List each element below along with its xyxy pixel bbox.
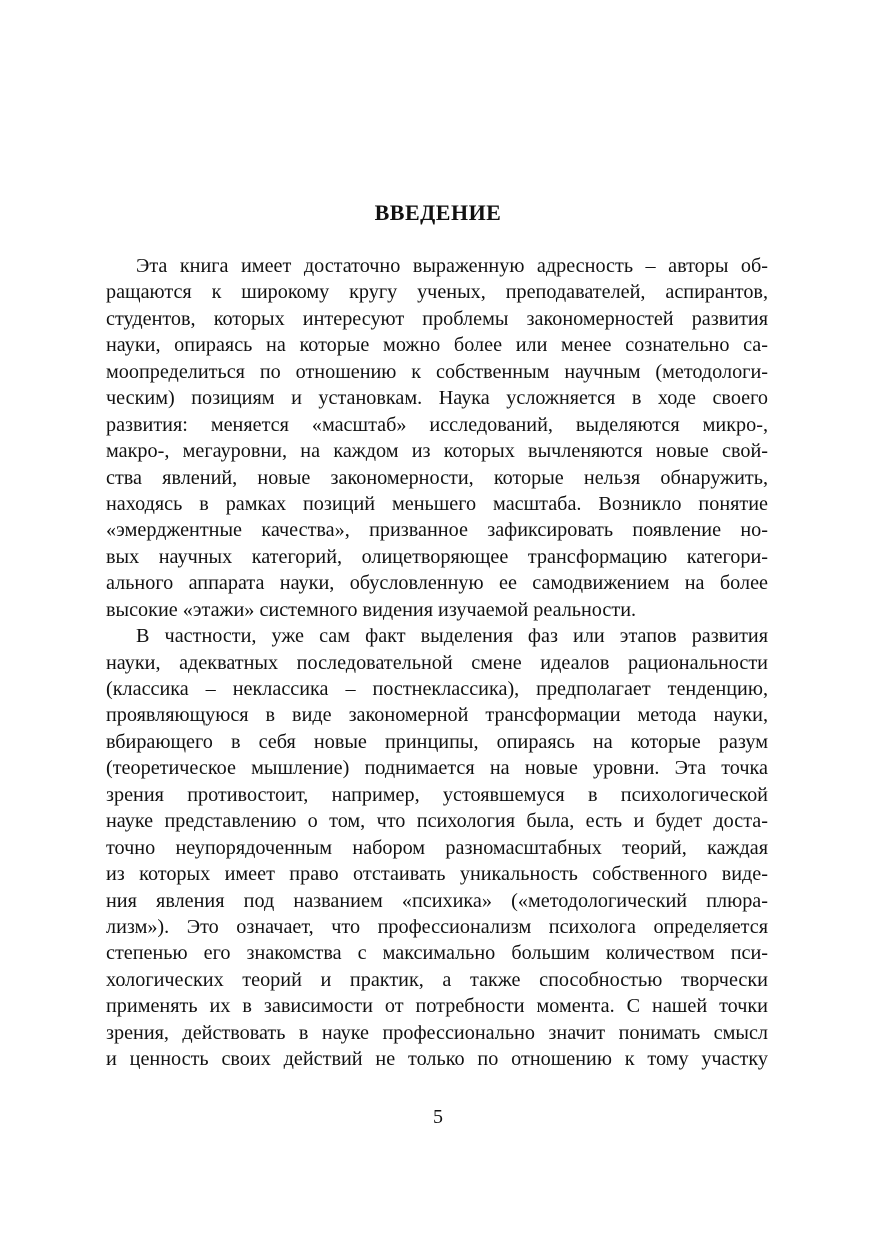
text-line: ального аппарата науки, обусловленную ее самодвижением на более — [106, 572, 768, 595]
text-line: науке представлению о том, что психология была, есть и будет доста- — [106, 810, 768, 833]
text-line: зрения противостоит, например, устоявшемуся в психологической — [106, 783, 768, 806]
text-line: (теоретическое мышление) поднимается на новые уровни. Эта точка — [106, 757, 768, 780]
text-line: находясь в рамках позиций меньшего масштаба. Возникло понятие — [106, 492, 768, 515]
text-line: студентов, которых интересуют проблемы закономерностей развития — [106, 307, 768, 330]
text-line: зрения, действовать в науке профессионально значит понимать смысл — [106, 1021, 768, 1044]
text-line: ства явлений, новые закономерности, которые нельзя обнаружить, — [106, 466, 768, 489]
text-line: ращаются к широкому кругу ученых, преподавателей, аспирантов, — [106, 281, 768, 304]
text-line: и ценность своих действий не только по отношению к тому участку — [106, 1048, 768, 1071]
text-line: высокие «этажи» системного видения изучаемой реальности. — [106, 598, 637, 621]
text-line: Эта книга имеет достаточно выраженную адресность – авторы об- — [136, 255, 768, 277]
text-line: развития: меняется «масштаб» исследований, выделяются микро-, — [106, 413, 768, 436]
text-line: В частности, уже сам факт выделения фаз или этапов развития — [136, 625, 768, 648]
text-line: науки, адекватных последовательной смене идеалов рациональности — [106, 651, 768, 674]
text-line: ния явления под названием «психика» («методологический плюра- — [106, 889, 768, 912]
text-line: применять их в зависимости от потребности момента. С нашей точки — [106, 995, 768, 1018]
text-line: моопределиться по отношению к собственным научным (методологи- — [106, 360, 768, 383]
text-line: науки, опираясь на которые можно более или менее сознательно са- — [106, 334, 768, 357]
text-line: ческим) позициям и установкам. Наука усложняется в ходе своего — [106, 387, 768, 410]
text-line: проявляющуюся в виде закономерной трансформации метода науки, — [106, 704, 768, 727]
text-line: степенью его знакомства с максимально большим количеством пси- — [106, 942, 768, 965]
text-line: лизм»). Это означает, что профессионализм психолога определяется — [106, 915, 768, 938]
text-line: (классика – неклассика – постнеклассика), предполагает тенденцию, — [106, 678, 768, 700]
text-line: хологических теорий и практик, а также способностью творчески — [106, 968, 768, 991]
body-text — [106, 253, 768, 1073]
page-number: 5 — [433, 1106, 443, 1128]
text-line: из которых имеет право отстаивать уникальность собственного виде- — [106, 863, 768, 886]
text-line: «эмерджентные качества», призванное зафиксировать появление но- — [106, 519, 768, 542]
text-line: вых научных категорий, олицетворяющее трансформацию категори- — [106, 545, 768, 568]
text-line: вбирающего в себя новые принципы, опираясь на которые разум — [106, 730, 768, 753]
text-line: точно неупорядоченным набором разномасштабных теорий, каждая — [106, 836, 768, 859]
chapter-heading: ВВЕДЕНИЕ — [374, 200, 502, 225]
text-line: макро-, мегауровни, на каждом из которых вычленяются новые свой- — [106, 440, 768, 463]
